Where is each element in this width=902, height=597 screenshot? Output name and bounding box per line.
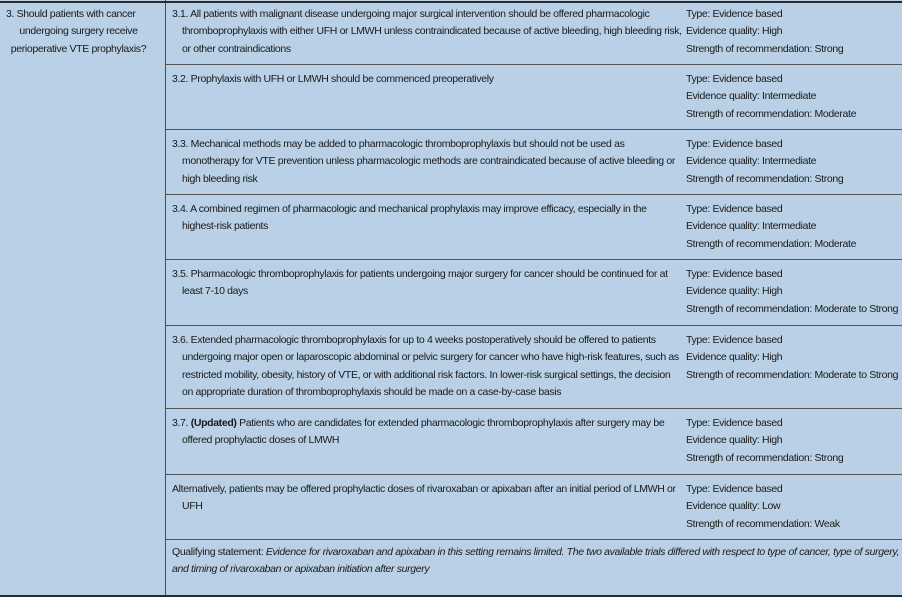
evidence-meta xyxy=(686,136,902,192)
recommendation-text: 3.2. Prophylaxis with UFH or LMWH should be commenced preoperatively xyxy=(172,73,494,85)
recommendation-strength: Strength of recommendation: Strong xyxy=(686,42,844,55)
table-row xyxy=(166,65,902,130)
updated-label: (Updated) xyxy=(190,417,237,429)
evidence-type: Type: Evidence based xyxy=(686,334,783,346)
recommendation-strength: Strength of recommendation: Strong xyxy=(686,172,844,185)
question-text xyxy=(6,6,159,58)
recommendation-strength: Strength of recommendation: Moderate to Strong xyxy=(686,368,899,381)
table-row xyxy=(166,260,902,326)
qualifying-statement xyxy=(166,540,902,582)
question-line-3: perioperative VTE prophylaxis? xyxy=(10,42,147,55)
table-row xyxy=(166,475,902,540)
recommendation-strength: Strength of recommendation: Moderate to Strong xyxy=(686,302,899,315)
evidence-meta xyxy=(686,481,902,537)
evidence-quality: Evidence quality: Intermediate xyxy=(686,155,817,168)
evidence-type: Type: Evidence based xyxy=(686,73,783,85)
recommendation-text: 3.5. Pharmacologic thromboprophylaxis for patients undergoing major surgery for cancer should be continued for at least 7-10 days xyxy=(172,268,668,298)
evidence-meta xyxy=(686,332,902,406)
evidence-type: Type: Evidence based xyxy=(686,483,783,495)
evidence-type: Type: Evidence based xyxy=(686,417,783,429)
question-cell xyxy=(0,0,166,597)
evidence-meta xyxy=(686,6,902,62)
recommendation-number: 3.7. xyxy=(172,417,191,429)
recommendation-rows xyxy=(166,0,902,597)
evidence-meta xyxy=(686,71,902,127)
evidence-type: Type: Evidence based xyxy=(686,203,783,215)
evidence-quality: Evidence quality: Intermediate xyxy=(686,90,817,103)
table-row xyxy=(166,326,902,409)
evidence-meta xyxy=(686,266,902,323)
qualifying-text: Evidence for rivaroxaban and apixaban in this setting remains limited. The two available trials differed with respect to type of cancer, type of surgery, and timing of rivaroxaban or apixaban initiation after surgery xyxy=(172,546,900,576)
recommendation-text xyxy=(172,415,682,450)
recommendation-strength: Strength of recommendation: Moderate xyxy=(686,237,857,250)
recommendation-strength: Strength of recommendation: Moderate xyxy=(686,107,857,120)
qualifying-label: Qualifying statement: xyxy=(172,546,266,558)
table-row xyxy=(166,409,902,475)
question-line-1: 3. Should patients with cancer xyxy=(6,8,136,20)
recommendation-text: 3.3. Mechanical methods may be added to pharmacologic thromboprophylaxis but should not be used as monotherapy for VTE prevention unless pharmacologic methods are contraindicated because of active bleeding or high bleeding risk xyxy=(172,138,675,185)
recommendation-text: 3.4. A combined regimen of pharmacologic and mechanical prophylaxis may improve efficacy, especially in the highest-risk patients xyxy=(172,203,647,233)
question-line-2: undergoing surgery receive xyxy=(19,25,138,38)
evidence-meta xyxy=(686,415,902,472)
evidence-quality: Evidence quality: High xyxy=(686,25,783,38)
evidence-quality: Evidence quality: High xyxy=(686,285,783,298)
evidence-quality: Evidence quality: Intermediate xyxy=(686,220,817,233)
table-row xyxy=(166,130,902,195)
recommendation-body: Patients who are candidates for extended pharmacologic thromboprophylaxis after surgery may be offered prophylactic doses of LMWH xyxy=(182,417,665,447)
recommendation-strength: Strength of recommendation: Weak xyxy=(686,517,840,530)
table-row xyxy=(166,0,902,65)
evidence-quality: Evidence quality: Low xyxy=(686,500,781,513)
evidence-quality: Evidence quality: High xyxy=(686,434,783,447)
recommendation-text: Alternatively, patients may be offered prophylactic doses of rivaroxaban or apixaban after an initial period of LMWH or UFH xyxy=(172,483,676,513)
recommendation-strength: Strength of recommendation: Strong xyxy=(686,451,844,464)
evidence-type: Type: Evidence based xyxy=(686,8,783,20)
recommendation-text: 3.6. Extended pharmacologic thromboprophylaxis for up to 4 weeks postoperatively should be offered to patients undergoing major open or laparoscopic abdominal or pelvic surgery for cancer who have high-risk features, such as restricted mobility, obesity, history of VTE, or with additional risk factors. In lower-risk surgical settings, the decision on appropriate duration of thromboprophylaxis should be made on a case-by-case basis xyxy=(172,334,679,399)
evidence-quality: Evidence quality: High xyxy=(686,351,783,364)
evidence-type: Type: Evidence based xyxy=(686,138,783,150)
recommendation-text: 3.1. All patients with malignant disease undergoing major surgical intervention should be offered pharmacologic thromboprophylaxis with either UFH or LMWH unless contraindicated because of active bleeding, high bleeding risk, or other contraindications xyxy=(172,8,682,55)
table-row xyxy=(166,195,902,260)
evidence-type: Type: Evidence based xyxy=(686,268,783,280)
evidence-meta xyxy=(686,201,902,257)
